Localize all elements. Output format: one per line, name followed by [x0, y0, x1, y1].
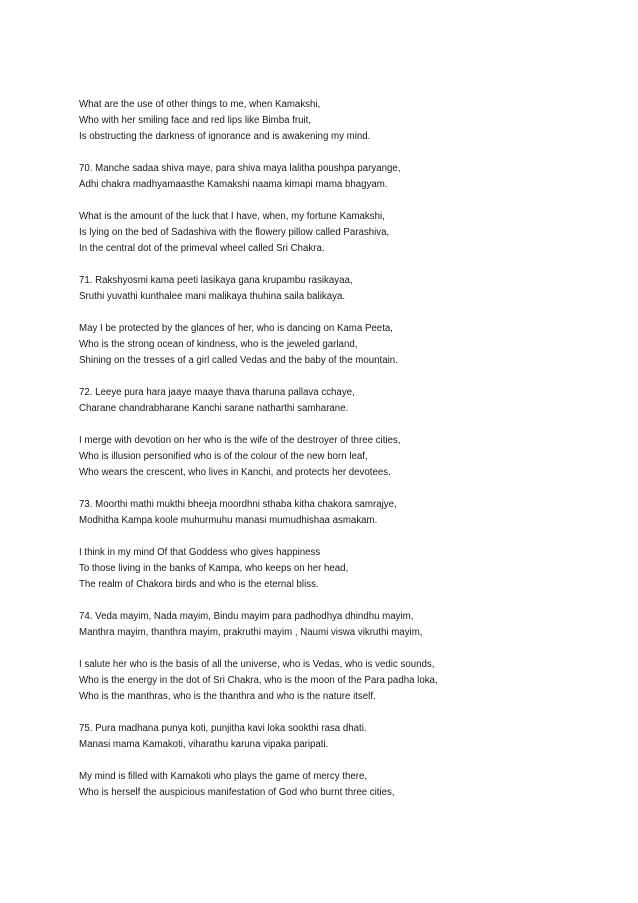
- text-line: Sruthi yuvathi kunthalee mani malikaya thuhina saila balikaya.: [79, 291, 346, 302]
- text-line: 74. Veda mayim, Nada mayim, Bindu mayim para padhodhya dhindhu mayim,: [79, 611, 414, 622]
- paragraph: [79, 321, 619, 369]
- text-line: May I be protected by the glances of her, who is dancing on Kama Peeta,: [79, 323, 393, 334]
- text-line: My mind is filled with Kamakoti who plays the game of mercy there,: [79, 771, 368, 782]
- text-line: 75. Pura madhana punya koti, punjitha kavi loka sookthi rasa dhati.: [79, 723, 367, 734]
- paragraph: [79, 161, 619, 193]
- text-line: 70. Manche sadaa shiva maye, para shiva maya lalitha poushpa paryange,: [79, 163, 401, 174]
- text-line: Who is illusion personified who is of the colour of the new born leaf,: [79, 451, 368, 462]
- text-line: Who wears the crescent, who lives in Kanchi, and protects her devotees.: [79, 467, 391, 478]
- text-line: Manthra mayim, thanthra mayim, prakruthi mayim , Naumi viswa vikruthi mayim,: [79, 627, 423, 638]
- text-line: Modhitha Kampa koole muhurmuhu manasi mumudhishaa asmakam.: [79, 515, 378, 526]
- text-line: 71. Rakshyosmi kama peeti lasikaya gana krupambu rasikayaa,: [79, 275, 353, 286]
- paragraph: [79, 97, 619, 145]
- text-line: The realm of Chakora birds and who is the eternal bliss.: [79, 579, 319, 590]
- paragraph: [79, 273, 619, 305]
- text-line: What are the use of other things to me, when Kamakshi,: [79, 99, 321, 110]
- text-line: 72. Leeye pura hara jaaye maaye thava tharuna pallava cchaye,: [79, 387, 355, 398]
- paragraph: [79, 657, 619, 705]
- text-line: Who is the strong ocean of kindness, who is the jeweled garland,: [79, 339, 358, 350]
- text-line: Shining on the tresses of a girl called Vedas and the baby of the mountain.: [79, 355, 398, 366]
- text-line: To those living in the banks of Kampa, who keeps on her head,: [79, 563, 349, 574]
- text-line: Who is the manthras, who is the thanthra and who is the nature itself.: [79, 691, 376, 702]
- text-line: I merge with devotion on her who is the wife of the destroyer of three cities,: [79, 435, 401, 446]
- paragraph: [79, 769, 619, 801]
- text-line: Who is the energy in the dot of Sri Chakra, who is the moon of the Para padha loka,: [79, 675, 438, 686]
- page-body: [79, 97, 619, 817]
- paragraph: [79, 497, 619, 529]
- text-line: I think in my mind Of that Goddess who gives happiness: [79, 547, 321, 558]
- paragraph: [79, 433, 619, 481]
- text-line: Who is herself the auspicious manifestation of God who burnt three cities,: [79, 787, 395, 798]
- paragraph: [79, 385, 619, 417]
- paragraph: [79, 545, 619, 593]
- text-line: Manasi mama Kamakoti, viharathu karuna vipaka paripati.: [79, 739, 329, 750]
- text-line: What is the amount of the luck that I have, when, my fortune Kamakshi,: [79, 211, 385, 222]
- text-line: I salute her who is the basis of all the universe, who is Vedas, who is vedic sounds,: [79, 659, 435, 670]
- text-line: Who with her smiling face and red lips like Bimba fruit,: [79, 115, 312, 126]
- text-line: Adhi chakra madhyamaasthe Kamakshi naama kimapi mama bhagyam.: [79, 179, 388, 190]
- paragraph: [79, 609, 619, 641]
- text-line: 73. Moorthi mathi mukthi bheeja moordhni sthaba kitha chakora samrajye,: [79, 499, 397, 510]
- paragraph: [79, 209, 619, 257]
- text-line: Is lying on the bed of Sadashiva with the flowery pillow called Parashiva,: [79, 227, 390, 238]
- text-line: Is obstructing the darkness of ignorance and is awakening my mind.: [79, 131, 371, 142]
- text-line: Charane chandrabharane Kanchi sarane natharthi samharane.: [79, 403, 349, 414]
- text-line: In the central dot of the primeval wheel called Sri Chakra.: [79, 243, 325, 254]
- paragraph: [79, 721, 619, 753]
